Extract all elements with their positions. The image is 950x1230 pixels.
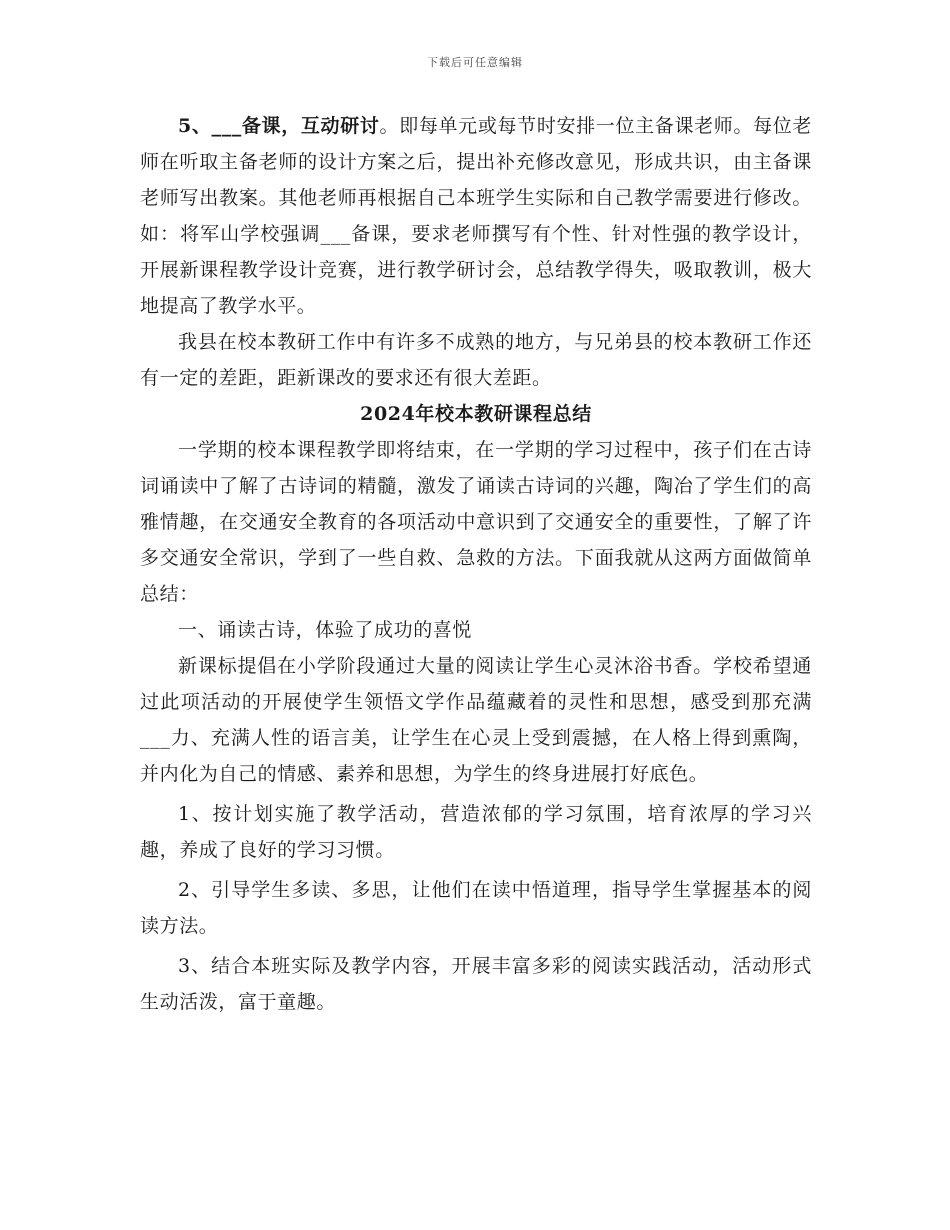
page-header: 下载后可任意编辑 (427, 56, 523, 69)
list-item-point-3: 3、结合本班实际及教学内容，开展丰富多彩的阅读实践活动，活动形式生动活泼，富于童趣。 (140, 955, 812, 1013)
paragraph-collective-lesson-prep (140, 108, 812, 324)
paragraph-county-gap: 我县在校本教研工作中有许多不成熟的地方，与兄弟县的校本教研工作还有一定的差距，距新课改的要求还有很大差距。 (140, 331, 812, 389)
paragraph-intro: 一学期的校本课程教学即将结束，在一学期的学习过程中，孩子们在古诗词诵读中了解了古诗词的精髓，激发了诵读古诗词的兴趣，陶冶了学生们的高雅情趣，在交通安全教育的各项活动中意识到了交通安全的重要性，了解了许多交通安全常识，学到了一些自救、急救的方法。下面我就从这两方面做简单总结： (140, 439, 812, 605)
paragraph-lead-bold: 5、___备课，互动研讨 (178, 115, 380, 137)
list-item-point-1: 1、按计划实施了教学活动，营造浓郁的学习氛围，培育浓厚的学习兴趣，养成了良好的学习习惯。 (140, 803, 812, 861)
paragraph-body: 。即每单元或每节时安排一位主备课老师。每位老师在听取主备老师的设计方案之后，提出补充修改意见，形成共识，由主备课老师写出教案。其他老师再根据自己本班学生实际和自己教学需要进行修改。如：将军山学校强调___备课，要求老师撰写有个性、针对性强的教学设计，开展新课程教学设计竞赛，进行教学研讨会，总结教学得失，吸取教训，极大地提高了教学水平。 (140, 115, 813, 317)
list-item-point-2: 2、引导学生多读、多思，让他们在读中悟道理，指导学生掌握基本的阅读方法。 (140, 879, 812, 937)
paragraph-new-curriculum: 新课标提倡在小学阶段通过大量的阅读让学生心灵沐浴书香。学校希望通过此项活动的开展使学生领悟文学作品蕴藏着的灵性和思想，感受到那充满___力、充满人性的语言美，让学生在心灵上受到震撼，在人格上得到熏陶，并内化为自己的情感、素养和思想，为学生的终身进展打好底色。 (140, 655, 812, 785)
document-title: 2024年校本教研课程总结 (360, 403, 592, 425)
document-body (140, 108, 812, 1020)
subheading-poetry-reading: 一、诵读古诗，体验了成功的喜悦 (178, 619, 473, 641)
